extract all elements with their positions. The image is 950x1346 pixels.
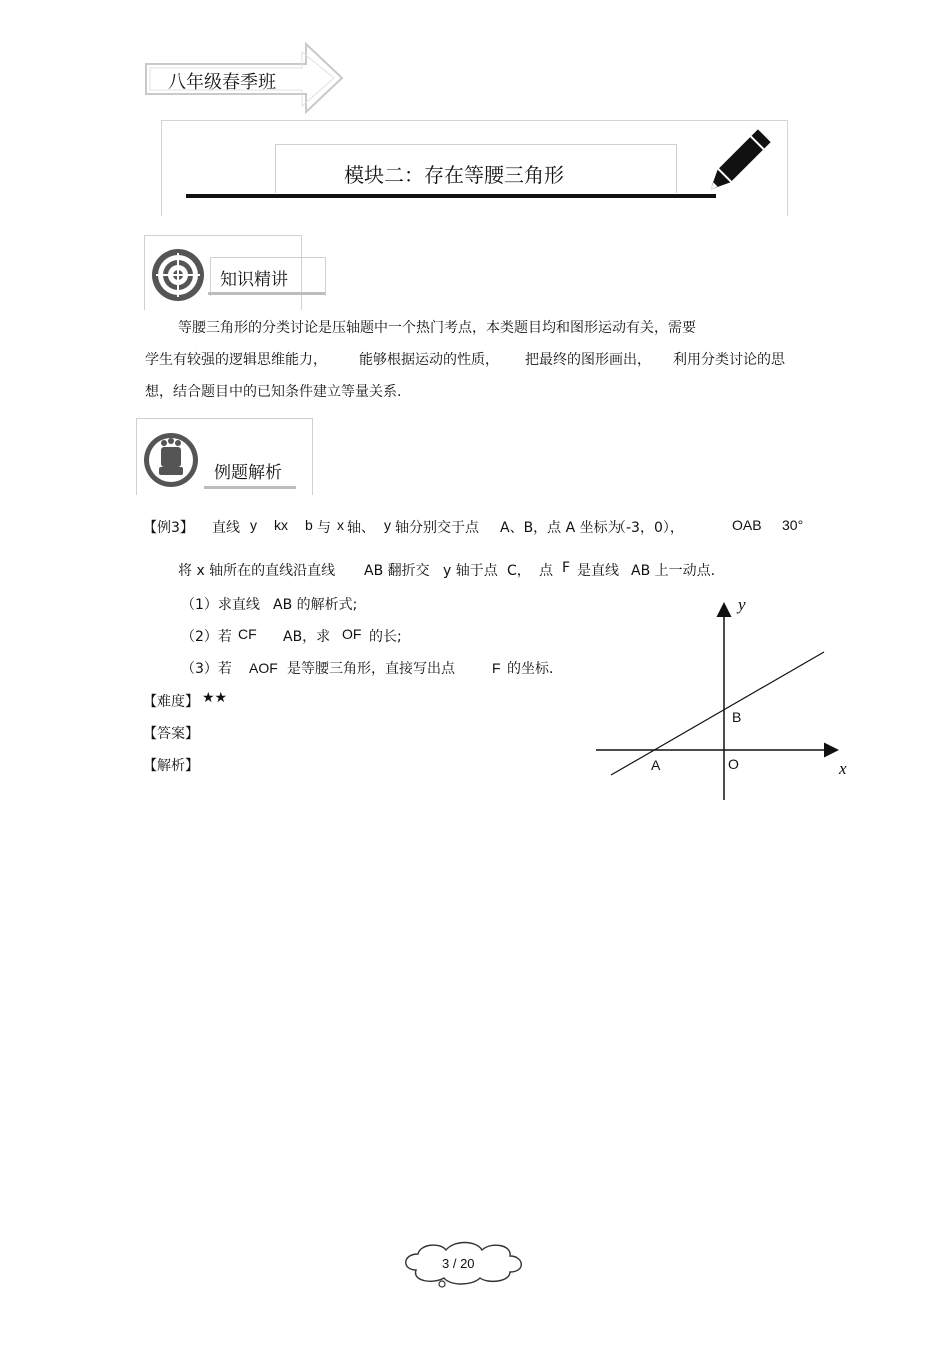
- knowledge-para-line2-b: 能够根据运动的性质，: [359, 352, 499, 368]
- problem-l1-3: b: [305, 517, 313, 533]
- coordinate-figure: [590, 595, 860, 810]
- problem-l1-5: x: [337, 517, 344, 533]
- target-icon: [150, 247, 206, 303]
- difficulty-stars: ★★: [202, 690, 228, 706]
- question-3-a: （3）若: [181, 661, 232, 677]
- question-3-e: 的坐标.: [507, 661, 554, 677]
- point-b-label: B: [732, 709, 742, 725]
- question-1-b: AB 的解析式;: [273, 597, 358, 613]
- problem-l1-0: 直线: [212, 520, 240, 536]
- module-underline: [186, 194, 716, 198]
- problem-l2-2: y 轴于点: [443, 563, 498, 579]
- problem-l1-6: 轴、: [347, 520, 375, 536]
- chess-king-icon: [140, 431, 202, 489]
- line-ab: [611, 652, 824, 775]
- module-title: 模块二：存在等腰三角形: [344, 163, 564, 187]
- header-title: 八年级春季班: [168, 72, 276, 93]
- problem-l1-8: 轴分别交于点: [395, 520, 479, 536]
- problem-tag: 【例3】: [143, 520, 194, 536]
- answer-label: 【答案】: [143, 726, 199, 742]
- point-a-label: A: [651, 757, 661, 773]
- knowledge-para-line2-c: 把最终的图形画出，: [525, 352, 651, 368]
- question-2-d: OF: [342, 626, 362, 642]
- question-2-c: AB，求: [283, 629, 331, 645]
- problem-l1-11: OAB: [732, 517, 762, 533]
- knowledge-para-line2-d: 利用分类讨论的思: [673, 352, 785, 368]
- problem-l2-5: F: [562, 560, 571, 576]
- knowledge-label: 知识精讲: [220, 270, 288, 290]
- problem-l1-4: 与: [317, 520, 331, 536]
- point-o-label: O: [728, 756, 739, 772]
- knowledge-para-line3: 想，结合题目中的已知条件建立等量关系.: [145, 384, 402, 400]
- problem-l1-10: （-3，0），: [612, 520, 684, 536]
- x-axis-label: x: [839, 759, 847, 778]
- pencil-icon: [698, 128, 774, 200]
- problem-l2-1: AB 翻折交: [364, 563, 430, 579]
- difficulty-label: 【难度】: [143, 694, 199, 710]
- question-2-a: （2）若: [181, 629, 232, 645]
- question-3-c: 是等腰三角形，直接写出点: [287, 661, 455, 677]
- example-underline: [204, 486, 296, 489]
- problem-l2-0: 将 x 轴所在的直线沿直线: [178, 563, 336, 579]
- question-2-b: CF: [238, 626, 257, 642]
- problem-l1-2: kx: [274, 517, 288, 533]
- example-label: 例题解析: [214, 463, 282, 483]
- knowledge-para-line1: 等腰三角形的分类讨论是压轴题中一个热门考点，本类题目均和图形运动有关，需要: [178, 320, 696, 336]
- question-3-b: AOF: [249, 660, 278, 676]
- problem-l2-7: AB 上一动点.: [631, 563, 716, 579]
- question-2-e: 的长;: [369, 629, 402, 645]
- problem-l1-1: y: [250, 517, 257, 533]
- problem-l1-7: y: [384, 517, 391, 533]
- problem-l1-12: 30°: [782, 517, 804, 533]
- knowledge-para-line2-a: 学生有较强的逻辑思维能力，: [145, 352, 327, 368]
- knowledge-underline: [208, 292, 325, 295]
- question-1-a: （1）求直线: [181, 597, 260, 613]
- page-number: 3 / 20: [442, 1256, 475, 1271]
- problem-l2-4: 点: [539, 563, 553, 579]
- analysis-label: 【解析】: [143, 758, 199, 774]
- problem-l1-9: A、B，点 A 坐标为: [500, 520, 622, 536]
- y-axis-label: y: [738, 595, 746, 614]
- problem-l2-6: 是直线: [577, 563, 619, 579]
- question-3-d: F: [492, 660, 501, 676]
- problem-l2-3: C，: [507, 563, 531, 579]
